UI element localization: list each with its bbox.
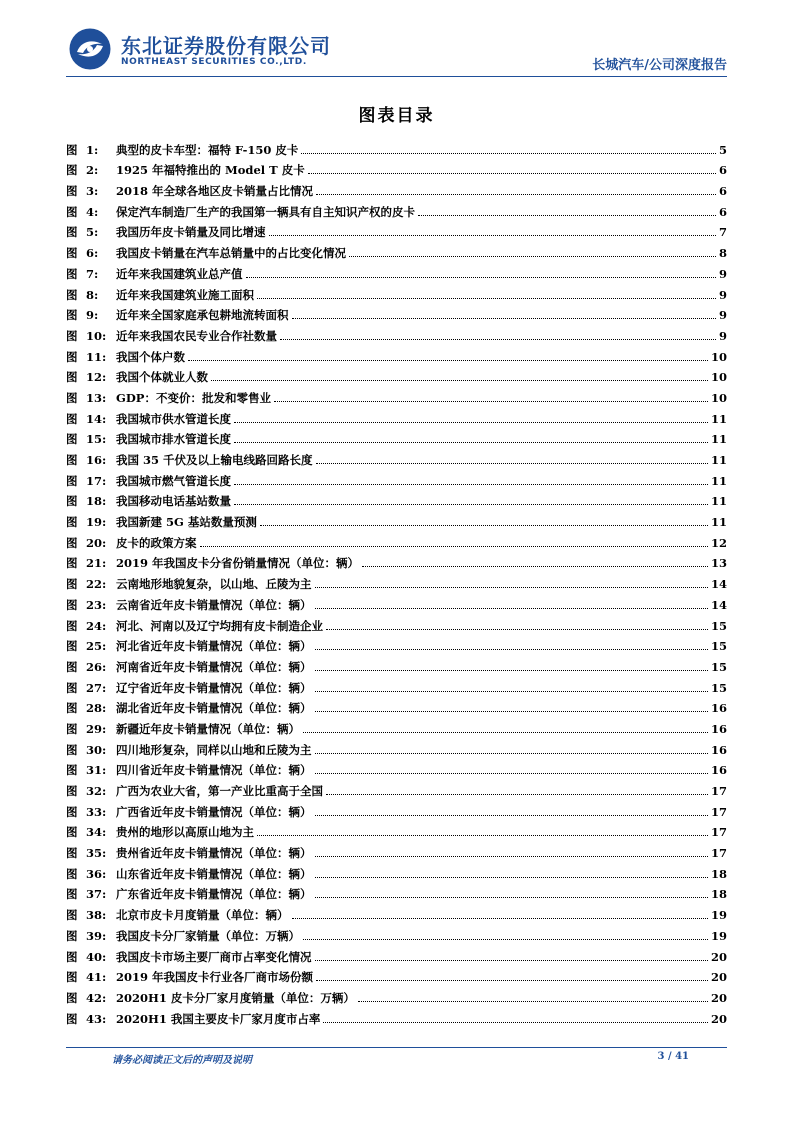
toc-entry[interactable] — [66, 467, 727, 488]
toc-entry[interactable] — [66, 736, 727, 757]
toc-entry-title: 辽宁省近年皮卡销量情况（单位：辆） — [116, 680, 312, 695]
toc-entry-number: 30: — [86, 742, 107, 757]
toc-entry-leader — [315, 711, 708, 712]
toc-entry-prefix: 图 — [66, 246, 78, 261]
toc-entry-prefix: 图 — [66, 928, 78, 943]
toc-entry-page: 15 — [710, 639, 727, 654]
toc-entry-leader — [234, 442, 708, 443]
toc-entry-leader — [316, 194, 716, 195]
toc-entry-page: 14 — [710, 577, 727, 592]
toc-entry-page: 13 — [710, 556, 727, 571]
toc-entry-prefix: 图 — [66, 515, 78, 530]
toc-entry[interactable] — [66, 239, 727, 260]
toc-entry-page: 9 — [718, 308, 727, 323]
toc-entry-title: 四川地形复杂，同样以山地和丘陵为主 — [116, 742, 312, 757]
toc-entry-leader — [274, 401, 708, 402]
toc-entry-page: 20 — [710, 990, 727, 1005]
toc-entry-prefix: 图 — [66, 639, 78, 654]
figure-list — [66, 136, 727, 1026]
toc-entry[interactable] — [66, 943, 727, 964]
toc-entry-prefix: 图 — [66, 308, 78, 323]
toc-entry-number: 36: — [86, 866, 107, 881]
toc-entry-page: 17 — [710, 825, 727, 840]
toc-entry-prefix: 图 — [66, 266, 78, 281]
toc-entry-title: 2020H1 我国主要皮卡厂家月度市占率 — [116, 1011, 321, 1026]
toc-entry-leader — [315, 815, 708, 816]
toc-entry-number: 7: — [86, 266, 99, 281]
toc-entry-prefix: 图 — [66, 701, 78, 716]
toc-entry-prefix: 图 — [66, 742, 78, 757]
toc-entry-number: 16: — [86, 453, 107, 467]
toc-entry-page: 17 — [710, 784, 727, 798]
toc-entry-prefix: 图 — [66, 204, 78, 219]
toc-entry-title: 1925 年福特推出的 Model T 皮卡 — [116, 163, 305, 178]
toc-entry-prefix: 图 — [66, 618, 78, 633]
toc-entry-leader — [234, 484, 708, 485]
toc-entry-leader — [315, 773, 708, 774]
toc-entry-number: 11: — [86, 349, 107, 364]
toc-entry-leader — [315, 753, 708, 754]
toc-entry[interactable] — [66, 405, 727, 426]
toc-entry-number: 41: — [86, 970, 107, 985]
toc-entry-number: 42: — [86, 990, 107, 1005]
toc-entry-title: 近年来我国建筑业总产值 — [116, 266, 243, 281]
toc-entry[interactable] — [66, 198, 727, 219]
toc-entry-page: 19 — [710, 908, 727, 923]
toc-entry-title: 我国皮卡市场主要厂商市占率变化情况 — [116, 949, 312, 964]
toc-entry[interactable] — [66, 219, 727, 240]
toc-entry-title: GDP：不变价：批发和零售业 — [116, 390, 271, 405]
toc-entry-page: 20 — [710, 949, 727, 964]
toc-entry-leader — [315, 587, 708, 588]
company-name-en: NORTHEAST SECURITIES CO.,LTD. — [121, 57, 307, 67]
toc-entry-number: 20: — [86, 535, 107, 550]
toc-entry-page: 18 — [710, 866, 727, 881]
toc-entry-number: 33: — [86, 804, 107, 819]
toc-entry-number: 8: — [86, 287, 99, 302]
toc-entry-prefix: 图 — [66, 680, 78, 695]
toc-entry-page: 9 — [718, 287, 727, 302]
page-header — [0, 0, 793, 90]
toc-entry-prefix: 图 — [66, 1011, 78, 1026]
toc-entry-leader — [292, 918, 708, 919]
toc-entry-number: 32: — [86, 784, 107, 798]
toc-entry-number: 2: — [86, 163, 99, 178]
toc-entry-title: 2018 年全球各地区皮卡销量占比情况 — [116, 184, 314, 199]
toc-entry-number: 28: — [86, 701, 107, 716]
toc-entry[interactable] — [66, 798, 727, 819]
toc-entry-leader — [211, 380, 708, 381]
toc-entry-title: 我国新建 5G 基站数量预测 — [116, 515, 257, 530]
toc-entry[interactable] — [66, 674, 727, 695]
toc-entry-page: 16 — [710, 721, 727, 736]
toc-entry-prefix: 图 — [66, 411, 78, 426]
toc-entry-leader — [303, 939, 708, 940]
toc-entry-title: 山东省近年皮卡销量情况（单位：辆） — [116, 866, 312, 881]
toc-entry-prefix: 图 — [66, 473, 78, 488]
toc-entry-leader — [315, 960, 708, 961]
toc-entry[interactable] — [66, 653, 727, 674]
toc-entry-number: 39: — [86, 928, 107, 943]
toc-entry[interactable] — [66, 177, 727, 198]
toc-entry[interactable] — [66, 157, 727, 178]
toc-entry-page: 10 — [710, 390, 727, 405]
toc-entry-number: 34: — [86, 825, 107, 840]
toc-entry-page: 9 — [718, 328, 727, 343]
toc-entry-prefix: 图 — [66, 908, 78, 923]
toc-entry-title: 北京市皮卡月度销量（单位：辆） — [116, 908, 289, 923]
toc-entry[interactable] — [66, 281, 727, 302]
toc-entry-page: 8 — [718, 246, 727, 261]
toc-entry[interactable] — [66, 591, 727, 612]
toc-entry-prefix: 图 — [66, 184, 78, 199]
toc-entry-title: 我国个体户数 — [116, 349, 185, 364]
toc-entry-prefix: 图 — [66, 887, 78, 902]
toc-entry-prefix: 图 — [66, 535, 78, 550]
toc-entry-title: 我国皮卡销量在汽车总销量中的占比变化情况 — [116, 246, 346, 261]
toc-entry-title: 河南省近年皮卡销量情况（单位：辆） — [116, 659, 312, 674]
toc-entry-number: 31: — [86, 763, 107, 778]
toc-entry[interactable] — [66, 260, 727, 281]
toc-entry-prefix: 图 — [66, 659, 78, 674]
toc-entry-number: 18: — [86, 494, 107, 509]
toc-entry[interactable] — [66, 529, 727, 550]
toc-entry[interactable] — [66, 612, 727, 633]
toc-entry-leader — [315, 670, 708, 671]
header-divider — [66, 76, 727, 77]
toc-entry-title: 近年来我国农民专业合作社数量 — [116, 328, 277, 343]
toc-entry-title: 皮卡的政策方案 — [116, 535, 197, 550]
toc-entry-number: 14: — [86, 411, 107, 426]
toc-entry-leader — [326, 629, 708, 630]
toc-entry-title: 近年来我国建筑业施工面积 — [116, 287, 254, 302]
toc-entry-title: 广西省近年皮卡销量情况（单位：辆） — [116, 804, 312, 819]
toc-entry-number: 10: — [86, 328, 107, 343]
toc-entry-page: 9 — [718, 266, 727, 281]
toc-entry-prefix: 图 — [66, 577, 78, 592]
toc-entry-number: 1: — [86, 142, 99, 157]
toc-entry-prefix: 图 — [66, 763, 78, 778]
toc-entry[interactable] — [66, 488, 727, 509]
toc-entry-number: 6: — [86, 246, 99, 261]
toc-entry-prefix: 图 — [66, 866, 78, 881]
toc-entry-title: 四川省近年皮卡销量情况（单位：辆） — [116, 763, 312, 778]
toc-entry-title: 我国历年皮卡销量及同比增速 — [116, 225, 266, 240]
toc-entry[interactable] — [66, 508, 727, 529]
toc-entry-prefix: 图 — [66, 142, 78, 157]
toc-entry-title: 湖北省近年皮卡销量情况（单位：辆） — [116, 701, 312, 716]
toc-entry-page: 20 — [710, 970, 727, 985]
toc-entry-number: 19: — [86, 515, 107, 530]
toc-entry-page: 18 — [710, 887, 727, 902]
toc-entry-leader — [257, 298, 716, 299]
toc-entry-leader — [246, 277, 716, 278]
toc-entry-title: 我国移动电话基站数量 — [116, 494, 231, 509]
toc-entry-title: 河北省近年皮卡销量情况（单位：辆） — [116, 639, 312, 654]
toc-entry-leader — [362, 566, 708, 567]
page-title: 图表目录 — [358, 106, 435, 126]
toc-entry[interactable] — [66, 964, 727, 985]
toc-entry[interactable] — [66, 322, 727, 343]
toc-entry-leader — [349, 256, 716, 257]
toc-entry-prefix: 图 — [66, 287, 78, 302]
toc-entry-prefix: 图 — [66, 453, 78, 467]
toc-entry-prefix: 图 — [66, 784, 78, 798]
toc-entry-leader — [301, 153, 716, 154]
toc-entry-page: 10 — [710, 349, 727, 364]
toc-entry-title: 保定汽车制造厂生产的我国第一辆具有自主知识产权的皮卡 — [116, 204, 415, 219]
toc-entry-leader — [315, 877, 708, 878]
toc-entry-prefix: 图 — [66, 163, 78, 178]
toc-entry[interactable] — [66, 136, 727, 157]
toc-entry-prefix: 图 — [66, 949, 78, 964]
toc-entry[interactable] — [66, 757, 727, 778]
toc-entry-prefix: 图 — [66, 597, 78, 612]
toc-entry-leader — [316, 463, 708, 464]
toc-entry-leader — [315, 856, 708, 857]
toc-entry-page: 15 — [710, 680, 727, 695]
toc-entry-title: 广东省近年皮卡销量情况（单位：辆） — [116, 887, 312, 902]
toc-entry-prefix: 图 — [66, 370, 78, 385]
toc-entry-number: 25: — [86, 639, 107, 654]
toc-entry-leader — [315, 691, 708, 692]
toc-entry-page: 15 — [710, 659, 727, 674]
toc-entry[interactable] — [66, 364, 727, 385]
toc-entry-number: 15: — [86, 432, 107, 447]
toc-entry-leader — [316, 980, 708, 981]
toc-entry-leader — [292, 318, 716, 319]
toc-entry-title: 2019 年我国皮卡行业各厂商市场份额 — [116, 970, 314, 985]
toc-entry-number: 26: — [86, 659, 107, 674]
report-tag: 长城汽车/公司深度报告 — [592, 58, 727, 73]
toc-entry-page: 5 — [718, 142, 727, 157]
toc-entry-title: 典型的皮卡车型：福特 F-150 皮卡 — [116, 142, 299, 157]
toc-entry-number: 3: — [86, 184, 99, 199]
toc-entry-page: 20 — [710, 1011, 727, 1026]
toc-entry-number: 5: — [86, 225, 99, 240]
toc-entry-number: 13: — [86, 390, 107, 405]
toc-entry-prefix: 图 — [66, 721, 78, 736]
toc-entry-page: 16 — [710, 742, 727, 757]
toc-entry-page: 11 — [710, 515, 727, 530]
toc-entry[interactable] — [66, 984, 727, 1005]
toc-entry-page: 11 — [710, 432, 727, 447]
toc-entry-title: 河北、河南以及辽宁均拥有皮卡制造企业 — [116, 618, 323, 633]
toc-entry-title: 云南地形地貌复杂，以山地、丘陵为主 — [116, 577, 312, 592]
toc-entry-prefix: 图 — [66, 825, 78, 840]
toc-entry-title: 贵州省近年皮卡销量情况（单位：辆） — [116, 846, 312, 861]
toc-entry-leader — [326, 794, 708, 795]
toc-entry-page: 11 — [710, 494, 727, 509]
toc-entry-title: 广西为农业大省，第一产业比重高于全国 — [116, 784, 323, 798]
toc-entry-number: 38: — [86, 908, 107, 923]
toc-entry[interactable] — [66, 302, 727, 323]
company-name-cn: 东北证券股份有限公司 — [121, 34, 331, 58]
toc-entry-leader — [315, 608, 708, 609]
toc-entry-prefix: 图 — [66, 432, 78, 447]
toc-entry-number: 9: — [86, 308, 99, 323]
toc-entry[interactable] — [66, 570, 727, 591]
toc-entry-number: 40: — [86, 949, 107, 964]
toc-entry-leader — [188, 360, 708, 361]
toc-entry-page: 15 — [710, 618, 727, 633]
toc-entry[interactable] — [66, 550, 727, 571]
toc-entry-page: 10 — [710, 370, 727, 385]
toc-entry-prefix: 图 — [66, 349, 78, 364]
toc-entry-leader — [269, 235, 716, 236]
toc-entry[interactable] — [66, 633, 727, 654]
toc-entry[interactable] — [66, 819, 727, 840]
toc-entry[interactable] — [66, 881, 727, 902]
toc-entry-leader — [315, 649, 708, 650]
toc-entry-leader — [200, 546, 708, 547]
toc-entry-page: 12 — [710, 535, 727, 550]
toc-entry[interactable] — [66, 695, 727, 716]
toc-entry-number: 22: — [86, 577, 107, 592]
footer-divider — [66, 1047, 727, 1048]
toc-entry[interactable] — [66, 1005, 727, 1026]
toc-entry-page: 6 — [718, 204, 727, 219]
toc-entry[interactable] — [66, 922, 727, 943]
toc-entry-page: 11 — [710, 453, 727, 467]
toc-entry-leader — [418, 215, 716, 216]
toc-entry[interactable] — [66, 446, 727, 467]
toc-entry-page: 17 — [710, 804, 727, 819]
toc-entry[interactable] — [66, 426, 727, 447]
toc-entry-title: 云南省近年皮卡销量情况（单位：辆） — [116, 597, 312, 612]
toc-entry-number: 35: — [86, 846, 107, 861]
toc-entry-prefix: 图 — [66, 990, 78, 1005]
page-number: 3 / 41 — [657, 1051, 689, 1062]
toc-entry-leader — [358, 1001, 708, 1002]
toc-entry-page: 6 — [718, 163, 727, 178]
toc-entry-number: 27: — [86, 680, 107, 695]
footer-disclaimer: 请务必阅读正文后的声明及说明 — [112, 1055, 252, 1066]
toc-entry-page: 16 — [710, 763, 727, 778]
toc-entry-page: 7 — [718, 225, 727, 240]
toc-entry-page: 14 — [710, 597, 727, 612]
toc-entry-leader — [260, 525, 708, 526]
toc-entry-number: 12: — [86, 370, 107, 385]
toc-entry[interactable] — [66, 343, 727, 364]
toc-entry-title: 我国城市供水管道长度 — [116, 411, 231, 426]
toc-entry-title: 我国皮卡分厂家销量（单位：万辆） — [116, 928, 300, 943]
toc-entry-title: 贵州的地形以高原山地为主 — [116, 825, 254, 840]
toc-entry-leader — [257, 835, 708, 836]
toc-entry-title: 近年来全国家庭承包耕地流转面积 — [116, 308, 289, 323]
toc-entry-leader — [315, 897, 708, 898]
toc-entry-title: 我国个体就业人数 — [116, 370, 208, 385]
toc-entry-number: 43: — [86, 1011, 107, 1026]
toc-entry-number: 24: — [86, 618, 107, 633]
toc-entry-title: 新疆近年皮卡销量情况（单位：辆） — [116, 721, 300, 736]
toc-entry[interactable] — [66, 715, 727, 736]
toc-entry-number: 37: — [86, 887, 107, 902]
toc-entry-leader — [280, 339, 716, 340]
toc-entry[interactable] — [66, 384, 727, 405]
toc-entry-prefix: 图 — [66, 970, 78, 985]
toc-entry-prefix: 图 — [66, 804, 78, 819]
toc-entry-number: 17: — [86, 473, 107, 488]
northeast-securities-logo-icon — [68, 27, 112, 71]
toc-entry-prefix: 图 — [66, 225, 78, 240]
toc-entry-number: 21: — [86, 556, 107, 571]
toc-entry-page: 6 — [718, 184, 727, 199]
toc-entry-number: 23: — [86, 597, 107, 612]
toc-entry-leader — [303, 732, 708, 733]
toc-entry-prefix: 图 — [66, 494, 78, 509]
toc-entry-prefix: 图 — [66, 390, 78, 405]
toc-entry-prefix: 图 — [66, 556, 78, 571]
toc-entry-page: 11 — [710, 411, 727, 426]
toc-entry-title: 2020H1 皮卡分厂家月度销量（单位：万辆） — [116, 990, 355, 1005]
toc-entry-leader — [234, 422, 708, 423]
toc-entry[interactable] — [66, 901, 727, 922]
toc-entry-number: 29: — [86, 721, 107, 736]
toc-entry-leader — [323, 1022, 708, 1023]
toc-entry-title: 2019 年我国皮卡分省份销量情况（单位：辆） — [116, 556, 360, 571]
toc-entry-leader — [308, 173, 716, 174]
toc-entry-page: 19 — [710, 928, 727, 943]
toc-entry[interactable] — [66, 860, 727, 881]
toc-entry-leader — [234, 504, 708, 505]
toc-entry-page: 11 — [710, 473, 727, 488]
toc-entry-title: 我国 35 千伏及以上输电线路回路长度 — [116, 453, 313, 467]
toc-entry-title: 我国城市燃气管道长度 — [116, 473, 231, 488]
toc-entry-page: 16 — [710, 701, 727, 716]
toc-entry-prefix: 图 — [66, 328, 78, 343]
toc-entry-number: 4: — [86, 204, 99, 219]
toc-entry-page: 17 — [710, 846, 727, 861]
toc-entry-prefix: 图 — [66, 846, 78, 861]
toc-entry[interactable] — [66, 839, 727, 860]
toc-entry-title: 我国城市排水管道长度 — [116, 432, 231, 447]
toc-entry[interactable] — [66, 777, 727, 798]
